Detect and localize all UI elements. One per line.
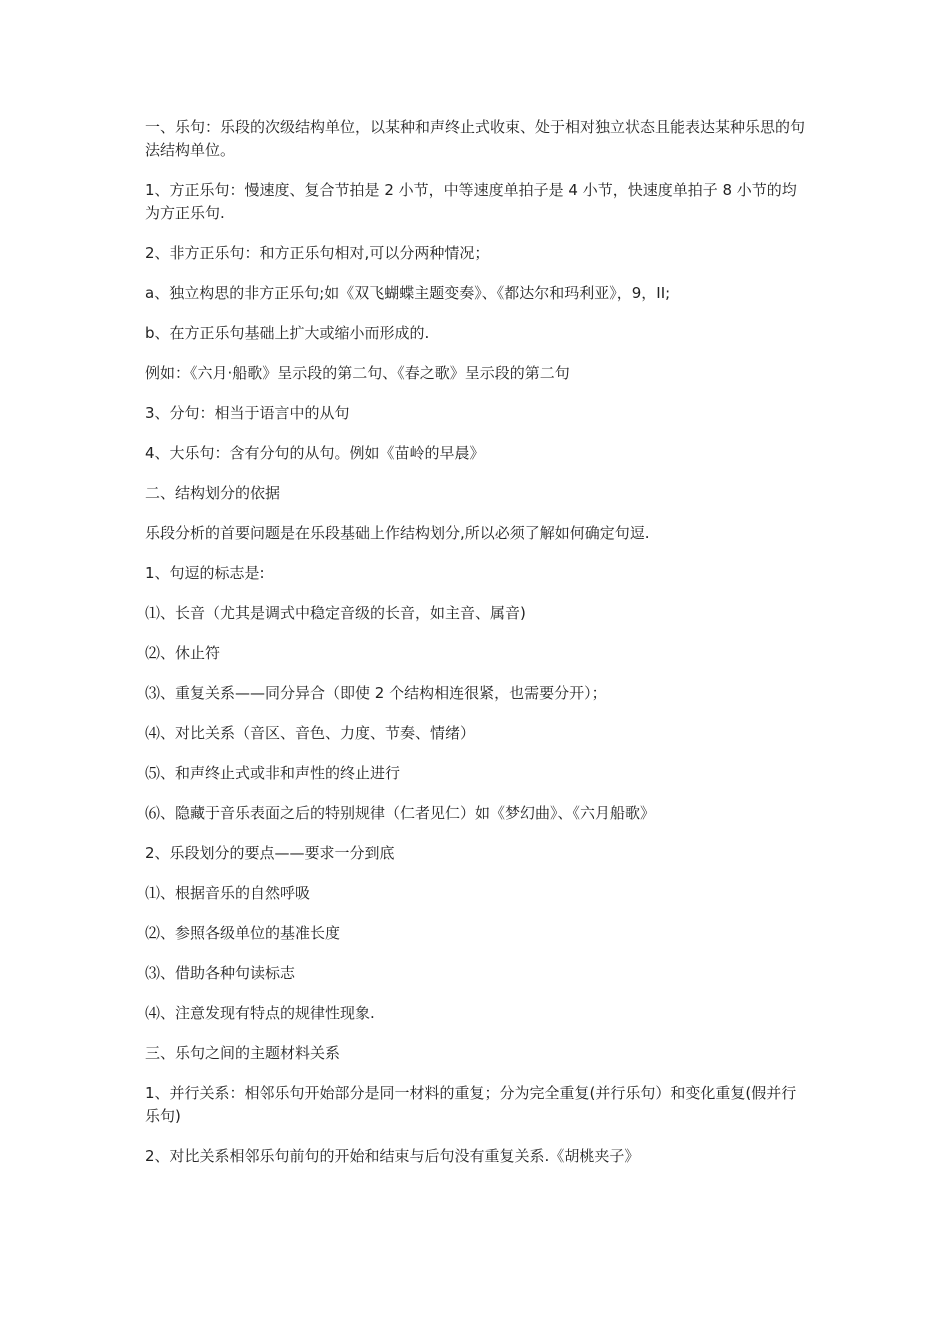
list-item-division-2: ⑵、参照各级单位的基准长度 — [145, 924, 341, 942]
list-item-mark-5: ⑸、和声终止式或非和声性的终止进行 — [145, 764, 401, 782]
heading-section-1: 一、乐句：乐段的次级结构单位，以某种和声终止式收束、处于相对独立状态且能表达某种乐思的句法结构单位。 — [145, 118, 806, 159]
paragraph-marks-title: 1、句逗的标志是: — [145, 564, 265, 582]
paragraph-square-phrase: 1、方正乐句：慢速度、复合节拍是 2 小节，中等速度单拍子是 4 小节，快速度单拍子 8 小节的均为方正乐句. — [145, 181, 797, 222]
paragraph-non-square-phrase: 2、非方正乐句：和方正乐句相对,可以分两种情况； — [145, 244, 490, 262]
list-item-mark-6: ⑹、隐藏于音乐表面之后的特别规律（仁者见仁）如《梦幻曲》、《六月船歌》 — [145, 804, 656, 822]
paragraph-large-phrase: 4、大乐句：含有分句的从句。例如《苗岭的早晨》 — [145, 444, 485, 462]
list-item-mark-1: ⑴、长音（尤其是调式中稳定音级的长音，如主音、属音) — [145, 604, 526, 622]
paragraph-example: 例如：《六月·船歌》呈示段的第二句、《春之歌》呈示段的第二句 — [145, 364, 570, 382]
document-body — [145, 116, 805, 1185]
paragraph-item-a: a、独立构思的非方正乐句;如《双飞蝴蝶主题变奏》、《都达尔和玛利亚》，9，II; — [145, 284, 671, 302]
list-item-division-1: ⑴、根据音乐的自然呼吸 — [145, 884, 311, 902]
paragraph-parallel-relation: 1、并行关系：相邻乐句开始部分是同一材料的重复；分为完全重复(并行乐句）和变化重复(假并行乐句) — [145, 1084, 797, 1125]
list-item-division-3: ⑶、借助各种句读标志 — [145, 964, 296, 982]
heading-section-2: 二、结构划分的依据 — [145, 484, 281, 502]
paragraph-structure-intro: 乐段分析的首要问题是在乐段基础上作结构划分,所以必须了解如何确定句逗. — [145, 524, 650, 542]
paragraph-contrast-relation: 2、对比关系相邻乐句前句的开始和结束与后句没有重复关系.《胡桃夹子》 — [145, 1147, 640, 1165]
paragraph-item-b: b、在方正乐句基础上扩大或缩小而形成的. — [145, 324, 430, 342]
list-item-mark-3: ⑶、重复关系——同分异合（即使 2 个结构相连很紧，也需要分开）； — [145, 684, 607, 702]
paragraph-clause: 3、分句：相当于语言中的从句 — [145, 404, 350, 422]
list-item-mark-4: ⑷、对比关系（音区、音色、力度、节奏、情绪） — [145, 724, 476, 742]
list-item-division-4: ⑷、注意发现有特点的规律性现象. — [145, 1004, 375, 1022]
heading-section-3: 三、乐句之间的主题材料关系 — [145, 1044, 341, 1062]
paragraph-division-title: 2、乐段划分的要点——要求一分到底 — [145, 844, 395, 862]
list-item-mark-2: ⑵、休止符 — [145, 644, 221, 662]
